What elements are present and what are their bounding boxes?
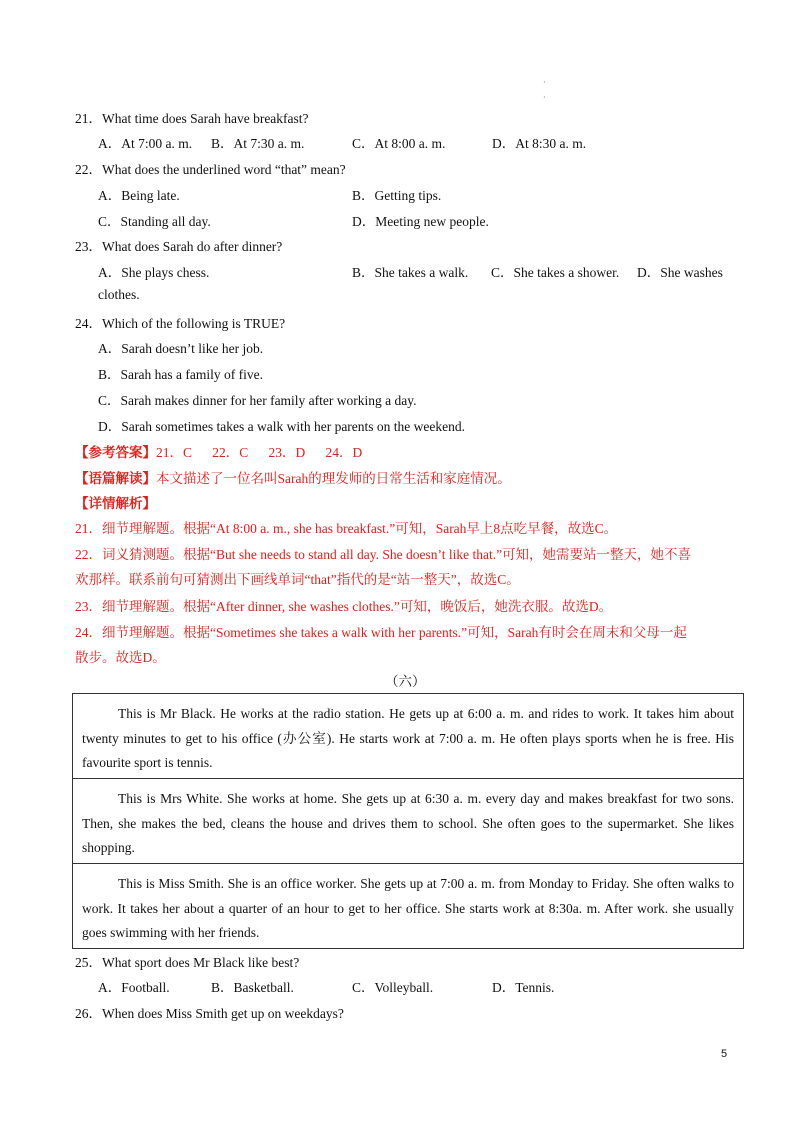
q25-option-a: A．Football. xyxy=(98,980,170,995)
passage-text: This is Mr Black. He works at the radio station. He gets up at 6:00 a. m. and rides to work. It takes him about twenty minutes to get to his office (办公室). He starts work at 7:00 a. m. He often plays sports when he is free. His favourite sport is tennis. xyxy=(82,706,734,770)
q25-option-b: B．Basketball. xyxy=(211,980,294,995)
explanation-22-line1: 22．词义猜测题。根据“But she needs to stand all day. She doesn’t like that.”可知，她需要站一整天，她不喜 xyxy=(75,547,692,562)
q22-option-d: D．Meeting new people. xyxy=(352,214,489,229)
q23-option-d-continued: clothes. xyxy=(98,287,140,302)
q24-option-b: B．Sarah has a family of five. xyxy=(98,367,263,382)
q24-option-c: C．Sarah makes dinner for her family after working a day. xyxy=(98,393,417,408)
q24-option-a: A．Sarah doesn’t like her job. xyxy=(98,341,264,356)
q21-option-c: C．At 8:00 a. m. xyxy=(352,136,446,151)
question-22-stem: 22．What does the underlined word “that” mean? xyxy=(75,162,346,177)
answer-key-values: 21．C 22．C 23．D 24．D xyxy=(156,445,363,460)
passage-text: This is Miss Smith. She is an office worker. She gets up at 7:00 a. m. from Monday to Friday. She often walks to work. It takes her about a quarter of an hour to get to her office. She starts work at 8:30a. m. After work. she usually goes swimming with her friends. xyxy=(82,876,734,940)
explanation-24-line2: 散步。故选D。 xyxy=(75,650,166,665)
q21-option-a: A．At 7:00 a. m. xyxy=(98,136,193,151)
question-21-stem: 21．What time does Sarah have breakfast? xyxy=(75,111,309,126)
q22-option-a: A．Being late. xyxy=(98,188,180,203)
q22-option-c: C．Standing all day. xyxy=(98,214,211,229)
passage-box-mrs-white xyxy=(72,778,744,864)
detail-analysis-label: 【详情解析】 xyxy=(75,496,156,511)
question-25-stem: 25．What sport does Mr Black like best? xyxy=(75,955,300,970)
explanation-21: 21．细节理解题。根据“At 8:00 a. m., she has breakfast.”可知，Sarah早上8点吃早餐，故选C。 xyxy=(75,521,618,536)
question-26-stem: 26．When does Miss Smith get up on weekdays? xyxy=(75,1006,344,1021)
explanation-24-line1: 24．细节理解题。根据“Sometimes she takes a walk with her parents.”可知，Sarah有时会在周末和父母一起 xyxy=(75,625,687,640)
q23-option-b: B．She takes a walk. xyxy=(352,265,469,280)
passage-box-mr-black xyxy=(72,693,744,779)
explanation-23: 23．细节理解题。根据“After dinner, she washes clothes.”可知，晚饭后，她洗衣服。故选D。 xyxy=(75,599,613,614)
q24-option-d: D．Sarah sometimes takes a walk with her parents on the weekend. xyxy=(98,419,466,434)
passage-summary xyxy=(75,467,511,487)
passage-box-miss-smith xyxy=(72,863,744,949)
passage-text: This is Mrs White. She works at home. She gets up at 6:30 a. m. every day and makes breakfast for two sons. Then, she makes the bed, cleans the house and drives them to school. She often goes to the supermarket. She likes shopping. xyxy=(82,791,734,855)
header-mark: · xyxy=(543,93,546,102)
header-mark: · xyxy=(543,78,546,87)
q23-option-d: D．She washes xyxy=(637,265,723,280)
page-number: 5 xyxy=(721,1048,728,1060)
q21-option-b: B．At 7:30 a. m. xyxy=(211,136,305,151)
q23-option-c: C．She takes a shower. xyxy=(491,265,620,280)
q21-option-d: D．At 8:30 a. m. xyxy=(492,136,587,151)
q22-option-b: B．Getting tips. xyxy=(352,188,442,203)
question-24-stem: 24．Which of the following is TRUE? xyxy=(75,316,286,331)
passage-summary-text: 本文描述了一位名叫Sarah的理发师的日常生活和家庭情况。 xyxy=(156,471,511,486)
passage-summary-label: 【语篇解读】 xyxy=(75,471,156,486)
answer-key xyxy=(75,441,362,461)
q25-option-d: D．Tennis. xyxy=(492,980,555,995)
q25-option-c: C．Volleyball. xyxy=(352,980,434,995)
section-title: （六） xyxy=(385,674,426,689)
answer-key-label: 【参考答案】 xyxy=(75,445,156,460)
q23-option-a: A．She plays chess. xyxy=(98,265,210,280)
explanation-22-line2: 欢那样。联系前句可猜测出下画线单词“that”指代的是“站一整天”，故选C。 xyxy=(75,572,520,587)
question-23-stem: 23．What does Sarah do after dinner? xyxy=(75,239,283,254)
